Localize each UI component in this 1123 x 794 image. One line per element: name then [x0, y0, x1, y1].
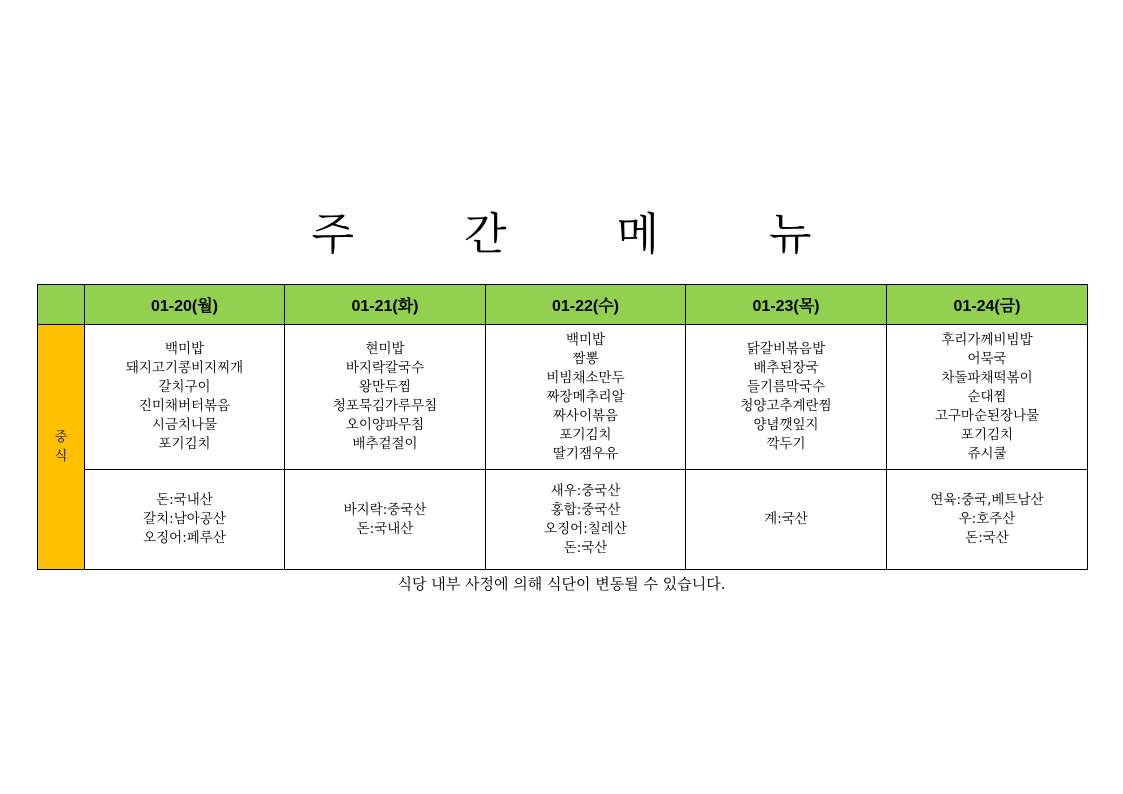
dish-item: 차돌파채떡볶이	[941, 369, 1033, 386]
date-header-tue: 01-21(화)	[285, 285, 486, 325]
origin-cell-mon	[85, 470, 285, 570]
origin-list	[285, 501, 485, 539]
dishes-cell-tue	[285, 325, 486, 470]
origin-cell-thu	[686, 470, 887, 570]
date-header-fri: 01-24(금)	[887, 285, 1088, 325]
header-corner-cell	[38, 285, 85, 325]
dish-item: 딸기잼우유	[552, 445, 619, 462]
date-header-mon: 01-20(월)	[85, 285, 285, 325]
dish-item: 쥬시쿨	[967, 445, 1007, 462]
dish-item: 오이양파무침	[345, 417, 425, 433]
dish-item: 백미밥	[164, 341, 205, 357]
dish-list	[85, 340, 284, 454]
origin-cell-fri	[887, 470, 1088, 570]
dish-item: 진미채버터볶음	[138, 398, 231, 414]
dishes-cell-mon	[85, 325, 285, 470]
dishes-cell-fri	[887, 325, 1088, 470]
date-header-thu: 01-23(목)	[686, 285, 887, 325]
origin-item: 계:국산	[764, 511, 808, 527]
origin-item: 새우:중국산	[550, 482, 621, 499]
origin-item: 돈:국내산	[356, 520, 414, 537]
origin-cell-wed	[486, 470, 686, 570]
origin-list	[686, 510, 886, 529]
origin-item: 돈:국산	[965, 530, 1009, 546]
dish-item: 후리가께비빔밥	[941, 331, 1033, 348]
dish-item: 순대찜	[967, 388, 1007, 405]
dish-item: 들기름막국수	[746, 379, 826, 395]
dish-item: 짬뽕	[572, 350, 599, 367]
origin-list	[887, 491, 1087, 548]
dish-item: 돼지고기콩비지찌개	[125, 360, 244, 376]
dishes-cell-thu	[686, 325, 887, 470]
dish-item: 현미밥	[365, 341, 405, 357]
date-header-row	[38, 285, 1088, 325]
origin-item: 돈:국내산	[156, 492, 213, 508]
menu-change-notice: 식당 내부 사정에 의해 식단이 변동될 수 있습니다.	[397, 575, 726, 593]
dish-item: 어묵국	[967, 350, 1007, 367]
origin-item: 오징어:페루산	[143, 530, 226, 546]
dish-item: 짜사이볶음	[552, 407, 619, 424]
dish-item: 갈치구이	[158, 379, 211, 395]
dish-item: 닭갈비볶음밥	[746, 341, 826, 357]
dish-item: 배추겉절이	[352, 436, 418, 452]
origin-item: 갈치:남아공산	[143, 511, 226, 527]
dish-item: 포기김치	[158, 436, 211, 452]
dish-item: 배추된장국	[753, 360, 819, 376]
dish-item: 청포묵김가루무침	[332, 398, 438, 414]
date-header-wed: 01-22(수)	[486, 285, 686, 325]
dish-item: 깍두기	[766, 436, 806, 452]
page-title: 주 간 메 뉴	[311, 209, 860, 260]
dish-item: 짜장메추리알	[546, 388, 625, 405]
weekly-menu-table	[37, 284, 1088, 570]
dish-item: 양념깻잎지	[753, 417, 819, 433]
dish-item: 왕만두찜	[358, 379, 412, 395]
origin-item: 연육:중국,베트남산	[930, 492, 1044, 508]
dish-list	[686, 340, 886, 454]
origin-cell-tue	[285, 470, 486, 570]
meal-label: 중식	[54, 430, 68, 464]
dish-list	[887, 331, 1087, 464]
dish-item: 비빔채소만두	[546, 369, 625, 386]
dish-item: 포기김치	[960, 426, 1014, 443]
dish-item: 청양고추계란찜	[740, 398, 832, 414]
dish-item: 포기김치	[559, 426, 612, 443]
origin-list	[486, 482, 685, 558]
dish-list	[486, 331, 685, 464]
origin-item: 오징어:칠레산	[544, 520, 627, 537]
origin-list	[85, 491, 284, 548]
meal-label-cell	[38, 325, 85, 570]
lunch-dishes-row	[38, 325, 1088, 470]
origin-item: 우:호주산	[958, 511, 1016, 527]
dish-item: 시금치나물	[151, 417, 218, 433]
origin-item: 바지락:중국산	[343, 501, 427, 518]
dish-list	[285, 340, 485, 454]
dishes-cell-wed	[486, 325, 686, 470]
dish-item: 바지락칼국수	[345, 360, 425, 376]
origin-row	[38, 470, 1088, 570]
origin-item: 돈:국산	[563, 539, 608, 556]
origin-item: 홍합:중국산	[550, 501, 621, 518]
dish-item: 백미밥	[565, 331, 606, 348]
dish-item: 고구마순된장나물	[934, 407, 1040, 424]
